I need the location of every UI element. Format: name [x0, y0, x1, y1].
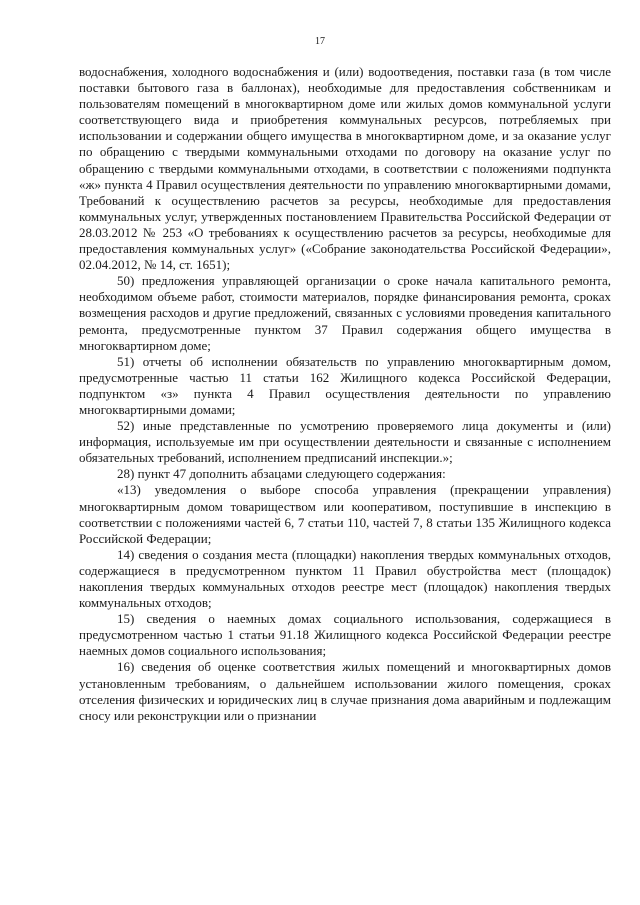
paragraph-item-50: 50) предложения управляющей организации о сроке начала капитального ремонта, необходимом объеме работ, стоимости материалов, порядке финансирования ремонта, сроках возмещения расходов и другие предложений, связанных с условиями проведения капитального ремонта, предусмотренные пунктом 37 Правил содержания общего имущества в многоквартирном доме; [79, 273, 611, 353]
paragraph-item-15: 15) сведения о наемных домах социального использования, содержащиеся в предусмотренном частью 1 статьи 91.18 Жилищного кодекса Российской Федерации реестре наемных домов социального использования; [79, 611, 611, 659]
paragraph-item-14: 14) сведения о создания места (площадки) накопления твердых коммунальных отходов, содержащиеся в предусмотренном пунктом 11 Правил обустройства мест (площадок) накопления твердых коммунальных отходов реестре мест (площадок) накопления твердых коммунальных отходов; [79, 546, 611, 611]
paragraph-item-51: 51) отчеты об исполнении обязательств по управлению многоквартирным домом, предусмотренные частью 11 статьи 162 Жилищного кодекса Российской Федерации, подпунктом «з» пункта 4 Правил осуществления деятельности по управлению многоквартирными домами; [79, 353, 611, 417]
paragraph-continuation: водоснабжения, холодного водоснабжения и (или) водоотведения, поставки газа (в том числе поставки бытового газа в баллонах), необходимые для предоставления собственникам и пользователям помещений в многоквартирном доме или жилых домов коммунальной услуги соответствующего вида и приобретения коммунальных ресурсов, потребляемых при использовании и содержании общего имущества в многоквартирном доме, и за оказание услуг по обращению с твердыми коммунальными отходами по договору на оказание услуг по обращению с твердыми коммунальными отходами, в соответствии с положениями подпункта «ж» пункта 4 Правил осуществления деятельности по управлению многоквартирными домами, Требований к осуществлению расчетов за ресурсы, необходимые для предоставления коммунальных услуг, утвержденных постановлением Правительства Российской Федерации от 28.03.2012 № 253 «О требованиях к осуществлению расчетов за ресурсы, необходимые для предоставления коммунальных услуг» («Собрание законодательства Российской Федерации», 02.04.2012, № 14, ст. 1651); [79, 64, 611, 273]
document-body [79, 64, 611, 724]
paragraph-item-52: 52) иные представленные по усмотрению проверяемого лица документы и (или) информация, используемые им при осуществлении деятельности и связанные с исполнением обязательных требований, исполнением предписаний инспекции.»; [79, 418, 611, 466]
paragraph-item-13: «13) уведомления о выборе способа управления (прекращении управления) многоквартирным домом товариществом или кооперативом, поступившие в инспекцию в соответствии с положениями частей 6, 7 статьи 110, частей 7, 8 статьи 135 Жилищного кодекса Российской Федерации; [79, 482, 611, 546]
paragraph-item-28: 28) пункт 47 дополнить абзацами следующего содержания: [117, 466, 446, 482]
paragraph-item-16: 16) сведения об оценке соответствия жилых помещений и многоквартирных домов установленным требованиям, о дальнейшем использовании жилого помещения, сроках отселения физических и юридических лиц в случае признания дома аварийным и подлежащим сносу или реконструкции или о признании [79, 659, 611, 723]
page-number: 17 [315, 36, 325, 47]
